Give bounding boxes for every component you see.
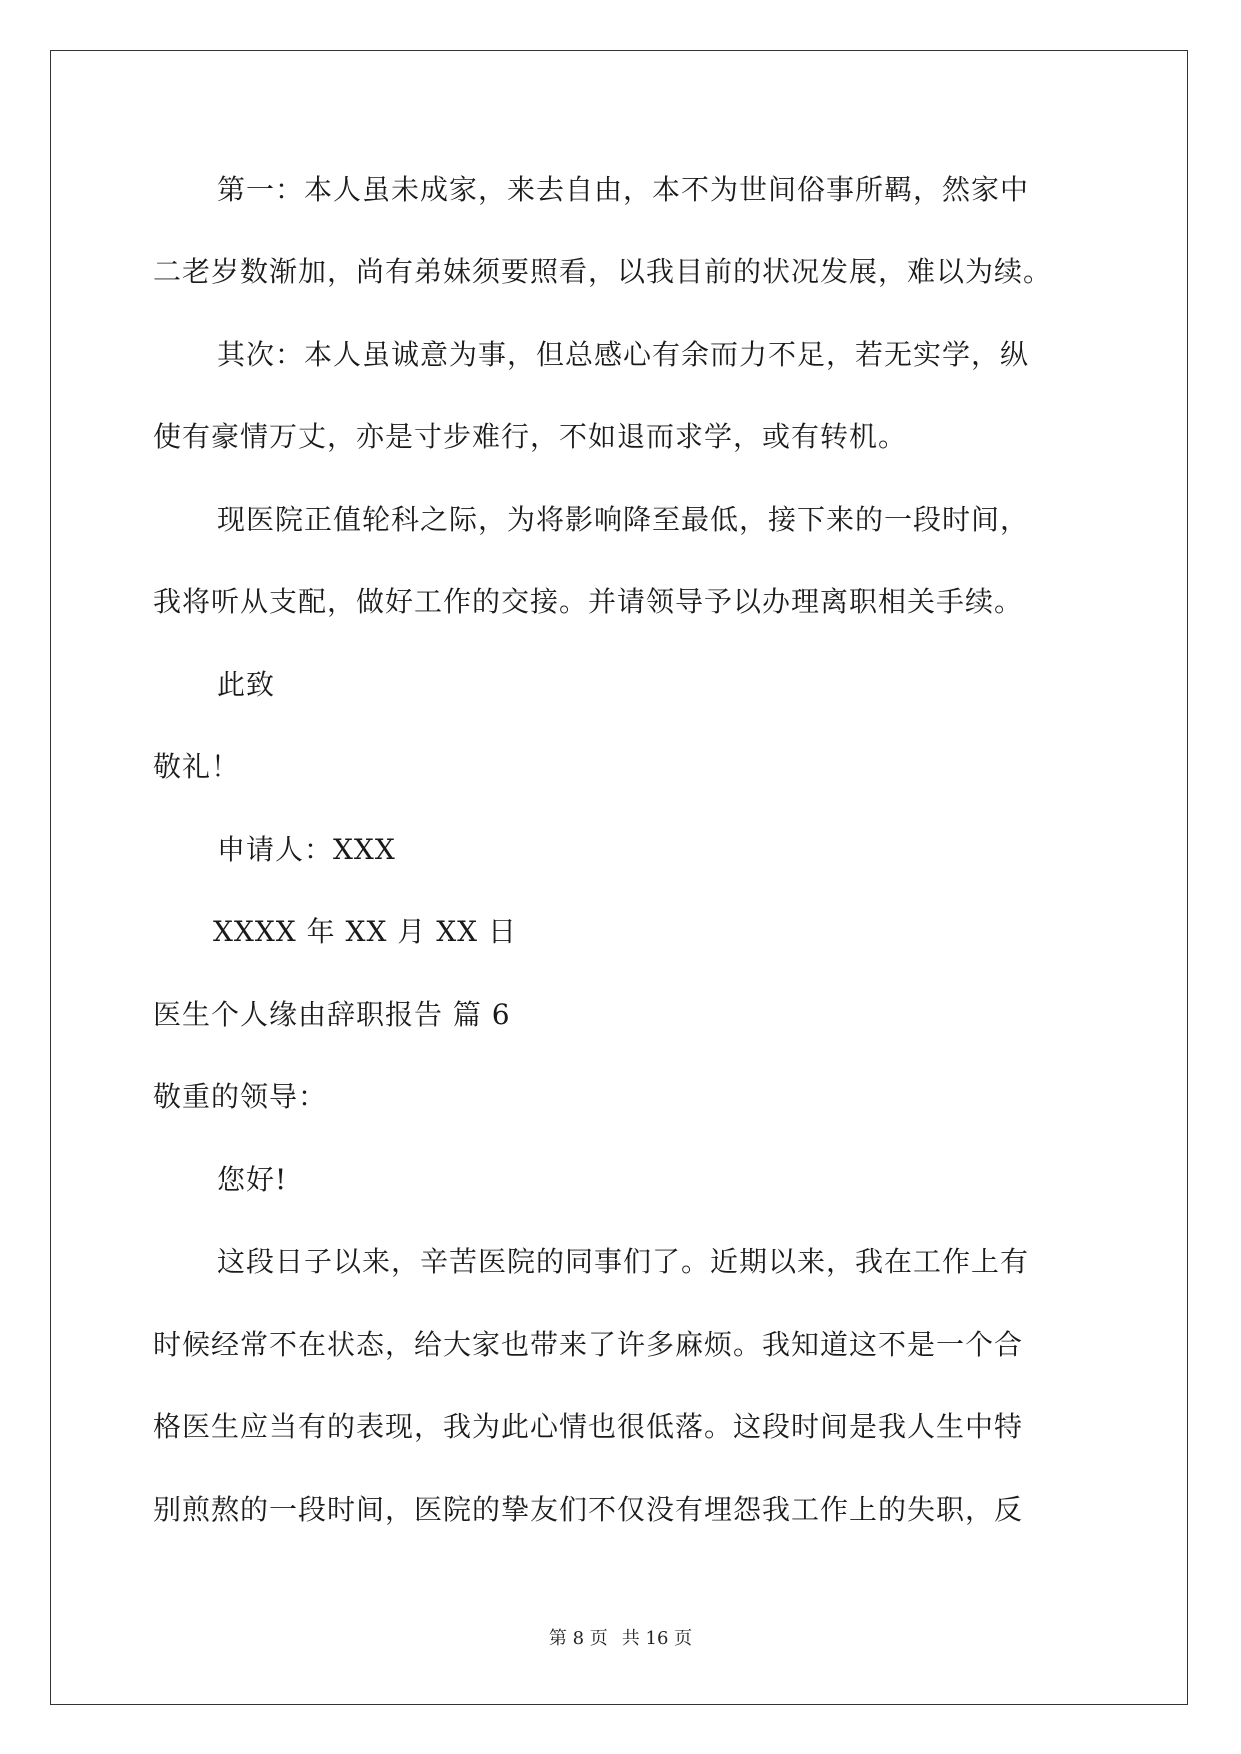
body-line: 第一：本人虽未成家，来去自由，本不为世间俗事所羁，然家中 (217, 173, 1030, 206)
greeting-recipient: 敬重的领导： (153, 1080, 328, 1113)
page-number: 第 8 页 (548, 1628, 608, 1649)
page-border (50, 50, 1188, 1705)
body-line: 其次：本人虽诚意为事，但总感心有余而力不足，若无实学，纵 (217, 338, 1030, 371)
body-line: 时候经常不在状态，给大家也带来了许多麻烦。我知道这不是一个合 (153, 1328, 1024, 1361)
closing-regards: 敬礼！ (153, 750, 241, 783)
body-line: 二老岁数渐加，尚有弟妹须要照看，以我目前的状况发展，难以为续。 (153, 255, 1053, 288)
page-footer (0, 1627, 1241, 1651)
section-title: 医生个人缘由辞职报告 篇 6 (153, 998, 511, 1031)
body-line: 现医院正值轮科之际，为将影响降至最低，接下来的一段时间， (217, 503, 1030, 536)
body-line: 我将听从支配，做好工作的交接。并请领导予以办理离职相关手续。 (153, 585, 1024, 618)
body-line: 格医生应当有的表现，我为此心情也很低落。这段时间是我人生中特 (153, 1410, 1024, 1443)
body-line: 使有豪情万丈，亦是寸步难行，不如退而求学，或有转机。 (153, 420, 908, 453)
body-line: 这段日子以来，辛苦医院的同事们了。近期以来，我在工作上有 (217, 1245, 1030, 1278)
page-total: 共 16 页 (621, 1628, 693, 1649)
body-line: 别煎熬的一段时间，医院的挚友们不仅没有埋怨我工作上的失职，反 (153, 1493, 1024, 1526)
date-line: XXXX 年 XX 月 XX 日 (213, 915, 517, 948)
applicant-signature: 申请人：XXX (217, 833, 396, 866)
greeting: 您好! (217, 1163, 288, 1196)
closing-salutation: 此致 (217, 668, 276, 701)
